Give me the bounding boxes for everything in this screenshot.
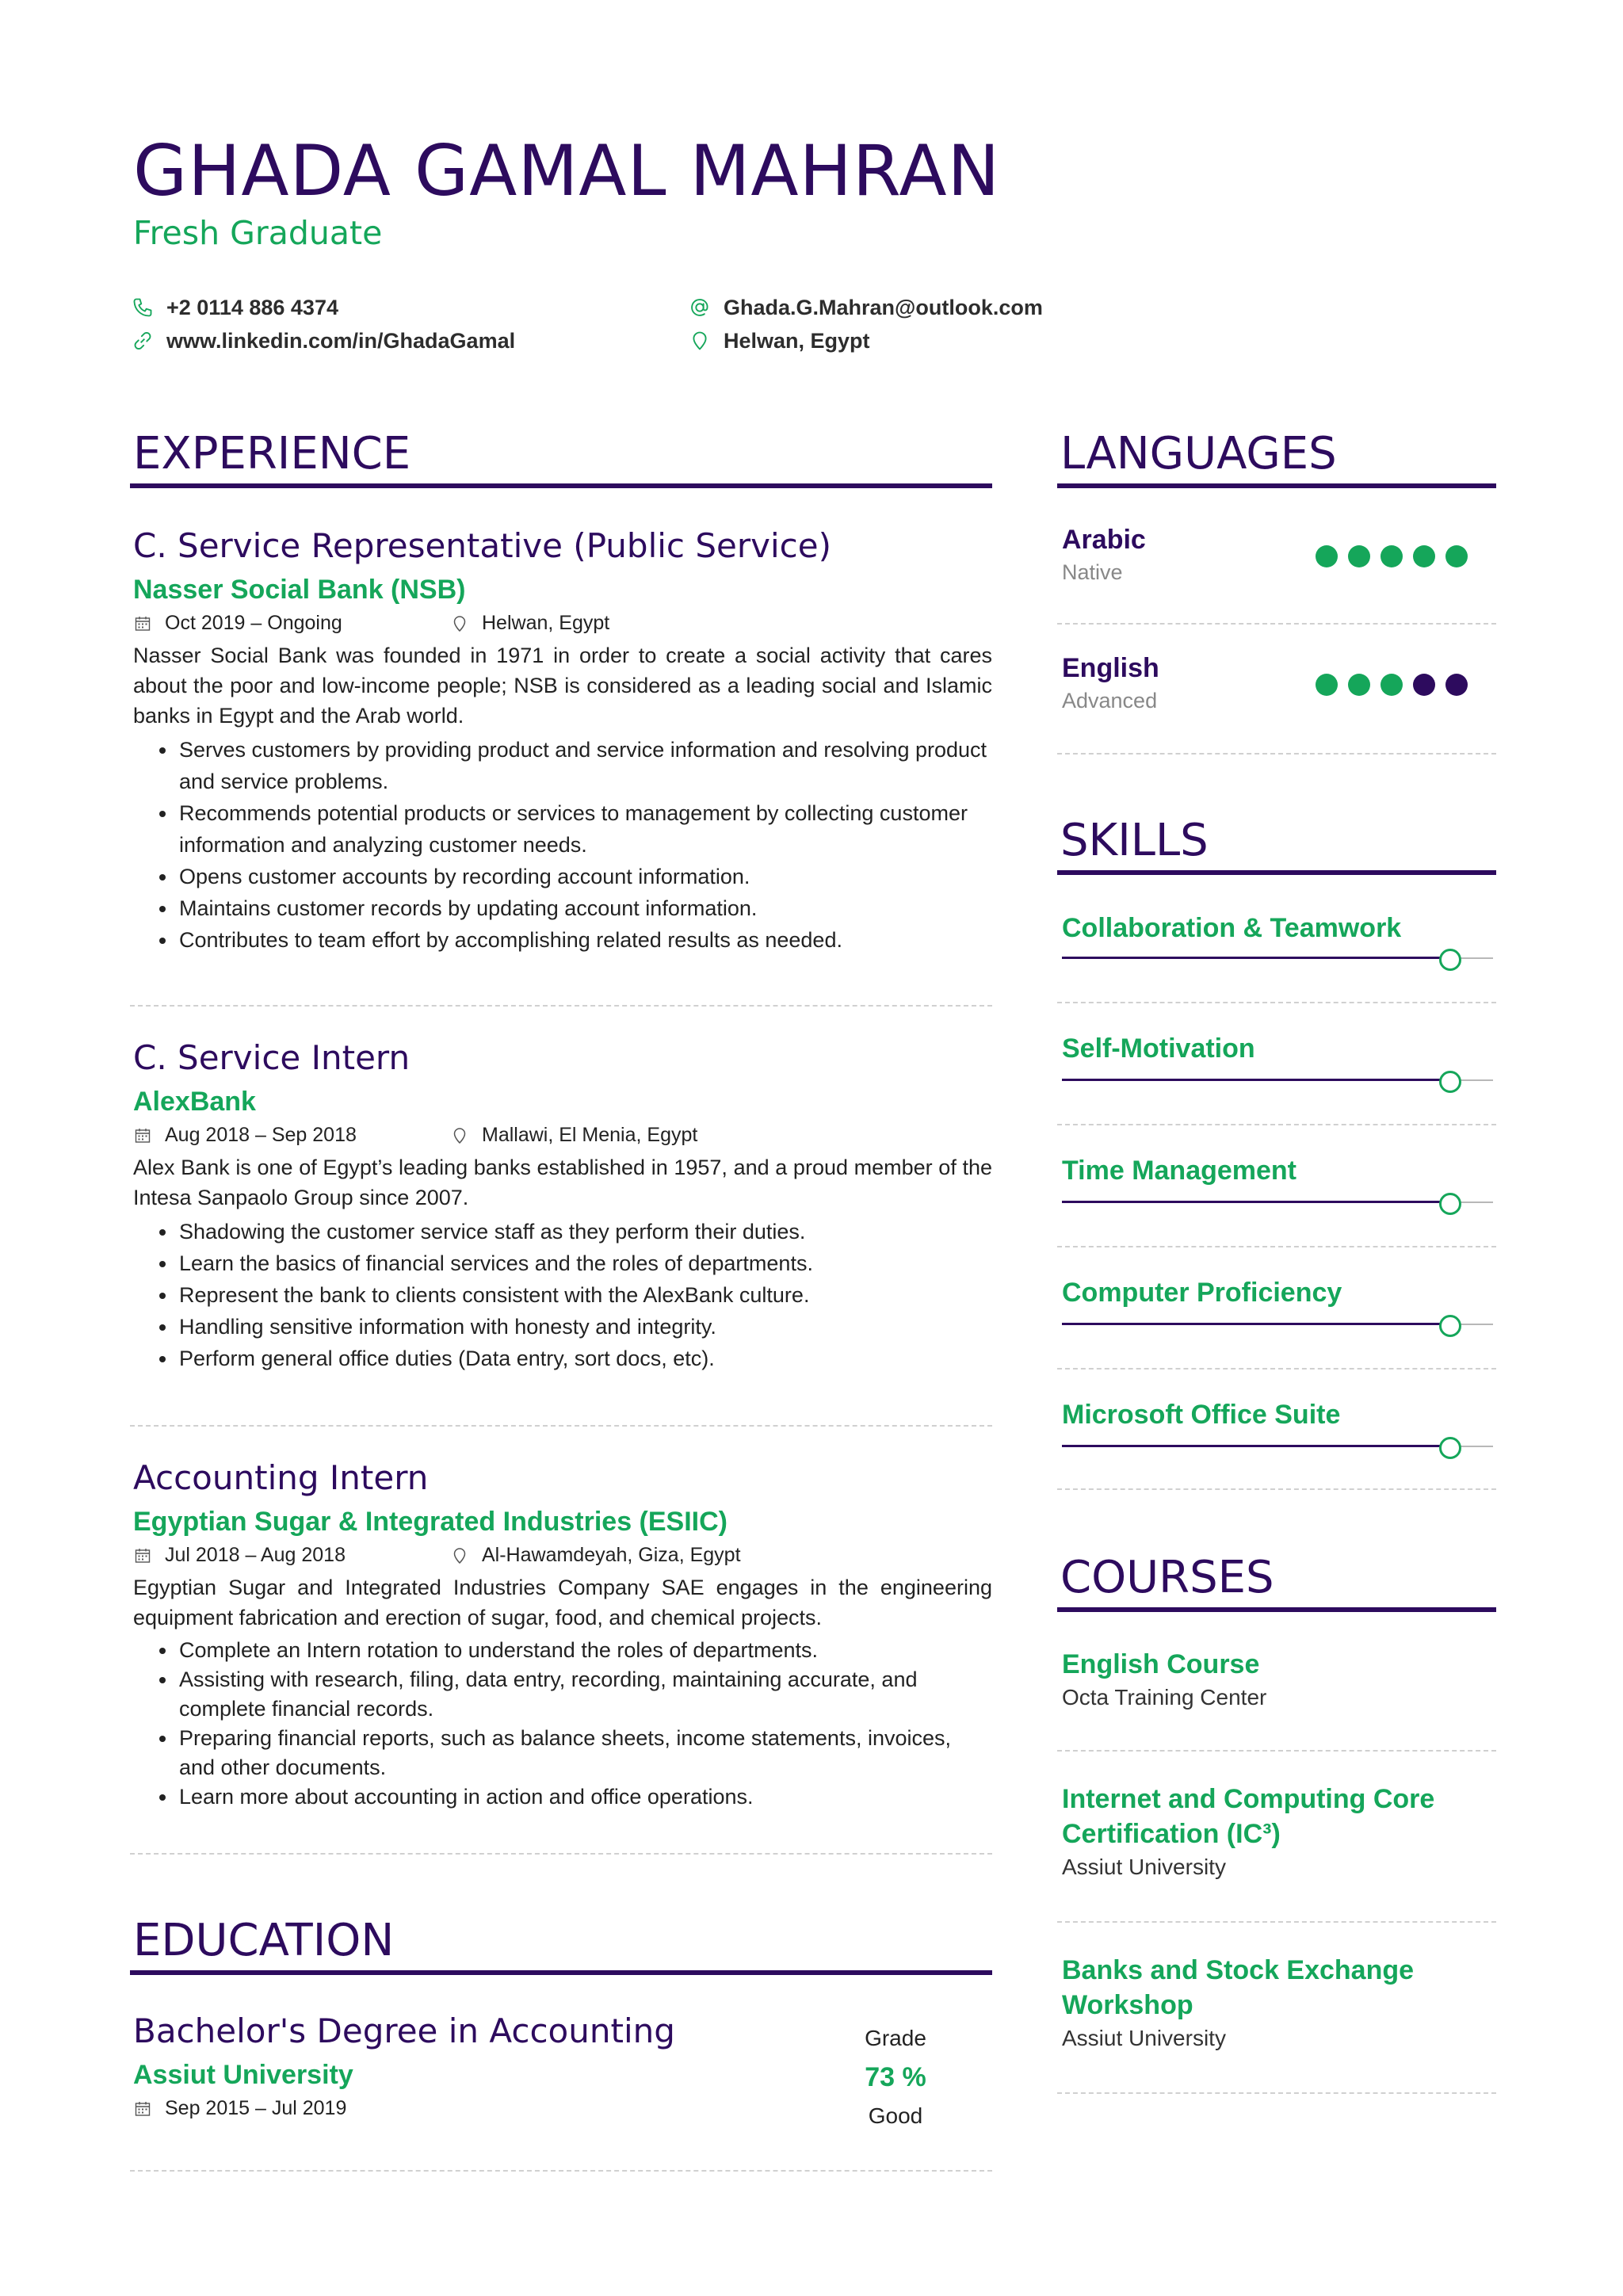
course-item: [1057, 1953, 1430, 2051]
course-name: English Course: [1062, 1649, 1260, 1679]
skill-item: [1057, 1033, 1496, 1089]
course-org: Octa Training Center: [1062, 1685, 1267, 1710]
skill-level-slider: [1062, 1435, 1493, 1458]
education-date: Sep 2015 – Jul 2019: [133, 2097, 346, 2120]
language-level: Native: [1062, 560, 1123, 584]
job-bullets: [130, 1216, 992, 1374]
proficiency-dot: [1445, 545, 1468, 567]
job-title: C. Service Representative (Public Service): [133, 526, 831, 565]
proficiency-dot: [1316, 674, 1338, 696]
education-section-title: EDUCATION: [130, 1915, 992, 1975]
company-name: Egyptian Sugar & Integrated Industries (ESIIC): [133, 1507, 727, 1537]
list-item: • Preparing financial reports, such as balance sheets, income statements, invoices, and other documents.: [178, 1724, 992, 1782]
slider-knob: [1439, 1071, 1461, 1093]
list-item: • Learn more about accounting in action and office operations.: [178, 1782, 992, 1812]
skill-name: Collaboration & Teamwork: [1062, 913, 1402, 943]
job-bullets: [130, 734, 992, 956]
skill-level-slider: [1062, 1068, 1493, 1092]
proficiency-dots: [1305, 674, 1468, 696]
contact-location: [689, 325, 870, 357]
company-name: AlexBank: [133, 1087, 256, 1117]
divider: [1057, 1921, 1496, 1923]
proficiency-dot: [1381, 674, 1403, 696]
calendar-icon: [133, 1126, 152, 1145]
job-description: Alex Bank is one of Egypt’s leading banks established in 1957, and a proud member of the Intesa Sanpaolo Group since 2007.: [133, 1156, 992, 1209]
phone-icon: [132, 296, 154, 319]
skill-level-slider: [1062, 946, 1493, 970]
location-pin-icon: [450, 1546, 469, 1565]
language-item-arabic: [1057, 525, 1496, 604]
skills-section-title: SKILLS: [1057, 815, 1496, 875]
list-item: • Shadowing the customer service staff as they perform their duties.: [178, 1216, 992, 1247]
company-name: Nasser Social Bank (NSB): [133, 575, 466, 605]
skill-name: Time Management: [1062, 1156, 1297, 1186]
proficiency-dot: [1348, 545, 1370, 567]
divider: [1057, 1246, 1496, 1247]
list-item: • Learn the basics of financial services and the roles of departments.: [178, 1247, 992, 1279]
languages-section-title: LANGUAGES: [1057, 428, 1496, 488]
divider: [1057, 623, 1496, 625]
calendar-icon: [133, 614, 152, 633]
resume-name: GHADA GAMAL MAHRAN: [133, 130, 1001, 212]
skill-item: [1057, 1278, 1496, 1333]
school-name: Assiut University: [133, 2060, 353, 2090]
linkedin-text[interactable]: www.linkedin.com/in/GhadaGamal: [166, 328, 516, 353]
job-date: Jul 2018 – Aug 2018: [133, 1544, 346, 1567]
slider-knob: [1439, 1193, 1461, 1215]
contact-phone: [132, 292, 338, 323]
skill-name: Computer Proficiency: [1062, 1278, 1342, 1308]
experience-section-title: EXPERIENCE: [130, 428, 992, 488]
divider: [1057, 753, 1496, 755]
job-date: Aug 2018 – Sep 2018: [133, 1124, 357, 1147]
grade-value: 73 %: [865, 2062, 926, 2092]
language-name: English: [1062, 653, 1159, 683]
location-pin-icon: [689, 330, 711, 352]
education-entry: [130, 2011, 843, 2122]
contact-email[interactable]: [689, 292, 1043, 323]
proficiency-dot: [1348, 674, 1370, 696]
course-name: Internet and Computing Core Certification (IC³): [1062, 1784, 1435, 1849]
location-text: Helwan, Egypt: [724, 328, 870, 353]
email-text[interactable]: Ghada.G.Mahran@outlook.com: [724, 295, 1043, 319]
job-description: Nasser Social Bank was founded in 1971 in order to create a social activity that cares about the poor and low-income people; NSB is considered as a leading social and Islamic banks in Egypt and the Arab world.: [133, 644, 992, 728]
proficiency-dot: [1413, 545, 1435, 567]
skill-item: [1057, 1400, 1496, 1455]
slider-knob: [1439, 1437, 1461, 1459]
slider-knob: [1439, 949, 1461, 971]
divider: [1057, 1124, 1496, 1125]
location-pin-icon: [450, 614, 469, 633]
job-bullets: [130, 1636, 992, 1812]
grade-text: Good: [868, 2103, 923, 2128]
job-description: Egyptian Sugar and Integrated Industries Company SAE engages in the engineering equipment fabrication and erection of sugar, food, and chemical projects.: [133, 1576, 992, 1629]
skill-name: Self-Motivation: [1062, 1033, 1255, 1064]
list-item: • Contributes to team effort by accomplishing related results as needed.: [178, 924, 992, 956]
degree-title: Bachelor's Degree in Accounting: [133, 2011, 675, 2050]
job-date: Oct 2019 – Ongoing: [133, 612, 342, 635]
list-item: • Handling sensitive information with honesty and integrity.: [178, 1311, 992, 1343]
job-location: Helwan, Egypt: [450, 612, 609, 635]
skill-item: [1057, 1156, 1496, 1211]
list-item: • Opens customer accounts by recording account information.: [178, 861, 992, 892]
job-location: Al-Hawamdeyah, Giza, Egypt: [450, 1544, 741, 1567]
language-level: Advanced: [1062, 689, 1158, 712]
language-item-english: [1057, 653, 1496, 732]
resume-subtitle: Fresh Graduate: [133, 214, 383, 252]
proficiency-dot: [1381, 545, 1403, 567]
experience-entry-1: [130, 526, 992, 956]
proficiency-dot: [1413, 674, 1435, 696]
link-icon: [132, 330, 154, 352]
calendar-icon: [133, 2099, 152, 2118]
proficiency-dot: [1445, 674, 1468, 696]
list-item: • Complete an Intern rotation to understand the roles of departments.: [178, 1636, 992, 1665]
skill-level-slider: [1062, 1312, 1493, 1336]
job-location: Mallawi, El Menia, Egypt: [450, 1124, 697, 1147]
location-pin-icon: [450, 1126, 469, 1145]
list-item: • Perform general office duties (Data entry, sort docs, etc).: [178, 1343, 992, 1374]
slider-knob: [1439, 1315, 1461, 1337]
job-title: C. Service Intern: [133, 1038, 411, 1077]
experience-entry-2: [130, 1038, 992, 1374]
job-title: Accounting Intern: [133, 1458, 429, 1497]
divider: [130, 1853, 992, 1855]
list-item: • Maintains customer records by updating account information.: [178, 892, 992, 924]
course-org: Assiut University: [1062, 2026, 1226, 2050]
calendar-icon: [133, 1546, 152, 1565]
phone-text: +2 0114 886 4374: [166, 295, 338, 319]
list-item: • Represent the bank to clients consistent with the AlexBank culture.: [178, 1279, 992, 1311]
experience-entry-3: [130, 1458, 992, 1812]
skill-level-slider: [1062, 1190, 1493, 1214]
contact-linkedin[interactable]: [132, 325, 515, 357]
course-item: [1057, 1782, 1477, 1880]
proficiency-dots: [1305, 545, 1468, 567]
divider: [1057, 1368, 1496, 1370]
proficiency-dot: [1316, 545, 1338, 567]
divider: [1057, 2092, 1496, 2094]
list-item: • Serves customers by providing product and service information and resolving product and service problems.: [178, 734, 992, 797]
language-name: Arabic: [1062, 525, 1146, 555]
courses-section-title: COURSES: [1057, 1552, 1496, 1612]
course-org: Assiut University: [1062, 1855, 1226, 1879]
skill-name: Microsoft Office Suite: [1062, 1400, 1341, 1430]
divider: [130, 2170, 992, 2172]
at-icon: [689, 296, 711, 319]
grade-label: Grade: [865, 2026, 926, 2050]
skill-item: [1057, 913, 1496, 968]
course-name: Banks and Stock Exchange Workshop: [1062, 1955, 1415, 2020]
divider: [1057, 1488, 1496, 1490]
course-item: [1057, 1647, 1496, 1710]
divider: [1057, 1750, 1496, 1752]
divider: [1057, 1002, 1496, 1003]
list-item: • Recommends potential products or services to management by collecting customer information and analyzing customer needs.: [178, 797, 992, 861]
divider: [130, 1005, 992, 1007]
list-item: • Assisting with research, filing, data entry, recording, maintaining accurate, and complete financial records.: [178, 1665, 992, 1724]
divider: [130, 1425, 992, 1427]
